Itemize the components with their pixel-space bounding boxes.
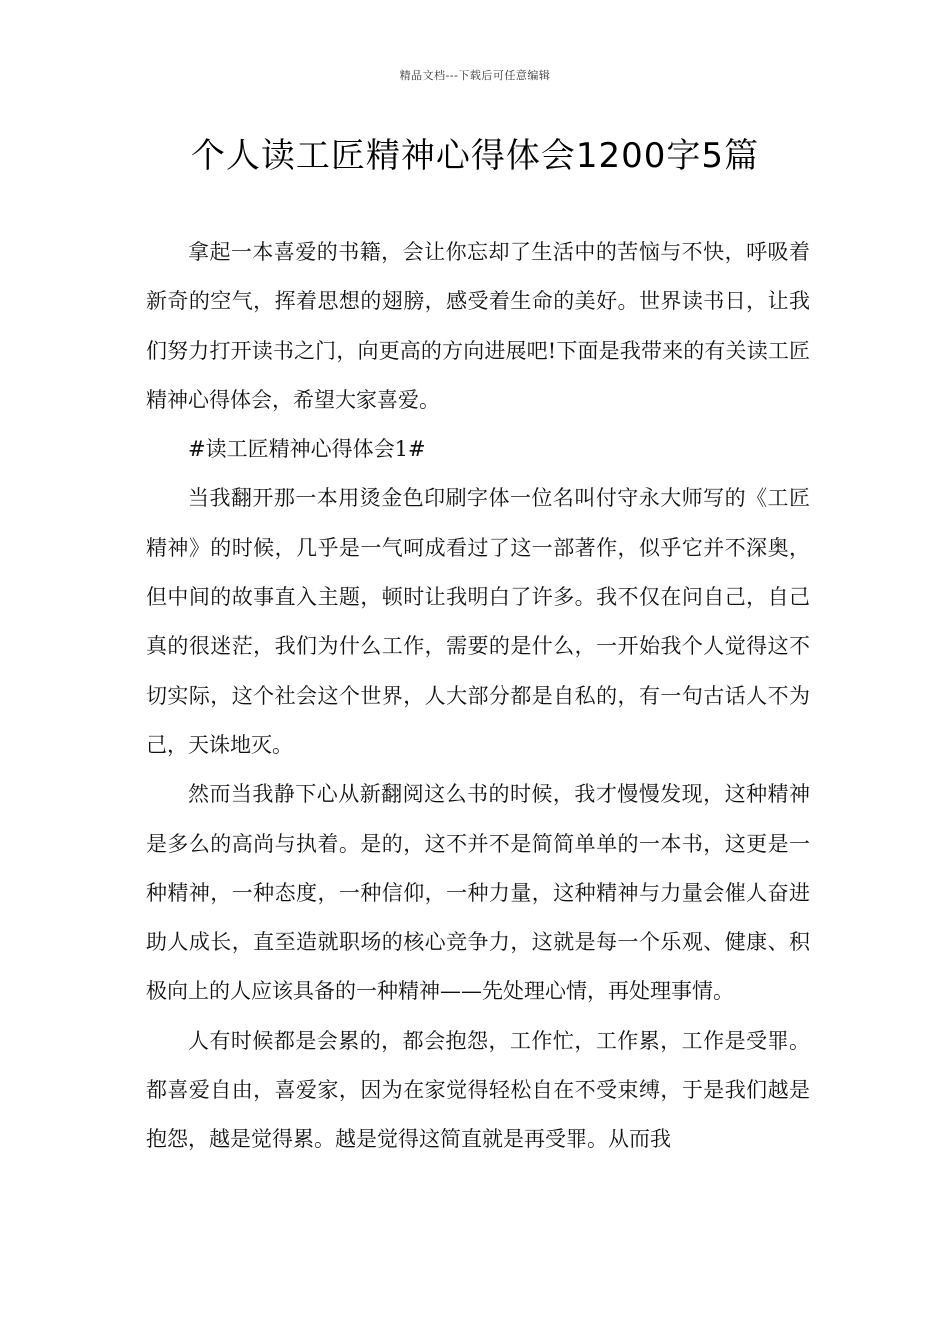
document-body xyxy=(146,228,810,1165)
paragraph-intro: 拿起一本喜爱的书籍，会让你忘却了生活中的苦恼与不快，呼吸着新奇的空气，挥着思想的翅膀，感受着生命的美好。世界读书日，让我们努力打开读书之门，向更高的方向进展吧!下面是我带来的有关读工匠精神心得体会，希望大家喜爱。 xyxy=(146,240,810,412)
paragraph-1: 当我翻开那一本用烫金色印刷字体一位名叫付守永大师写的《工匠精神》的时候，几乎是一气呵成看过了这一部著作，似乎它并不深奥，但中间的故事直入主题，顿时让我明白了许多。我不仅在问自己，自己真的很迷茫，我们为什么工作，需要的是什么，一开始我个人觉得这不切实际，这个社会这个世界，人大部分都是自私的，有一句古话人不为己，天诛地灭。 xyxy=(146,486,810,757)
header-note: 精品文档---下载后可任意编辑 xyxy=(399,69,551,82)
paragraph-3: 人有时候都是会累的，都会抱怨，工作忙，工作累，工作是受罪。都喜爱自由，喜爱家，因为在家觉得轻松自在不受束缚，于是我们越是抱怨，越是觉得累。越是觉得这简直就是再受罪。从而我 xyxy=(146,1028,810,1152)
section-heading-1: #读工匠精神心得体会1# xyxy=(188,437,426,462)
paragraph-2: 然而当我静下心从新翻阅这么书的时候，我才慢慢发现，这种精神是多么的高尚与执着。是的，这不并不是简简单单的一本书，这更是一种精神，一种态度，一种信仰，一种力量，这种精神与力量会催人奋进助人成长，直至造就职场的核心竞争力，这就是每一个乐观、健康、积极向上的人应该具备的一种精神——先处理心情，再处理事情。 xyxy=(146,782,810,1004)
document-title: 个人读工匠精神心得体会1200字5篇 xyxy=(190,136,760,176)
